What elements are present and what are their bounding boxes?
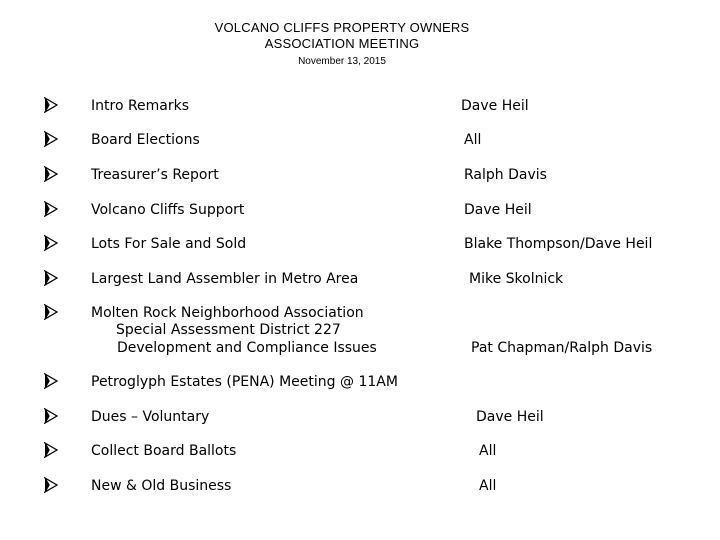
title-line-1: VOLCANO CLIFFS PROPERTY OWNERS bbox=[214, 20, 470, 35]
meeting-date: November 13, 2015 bbox=[298, 56, 386, 67]
agenda-item-presenter: Dave Heil bbox=[476, 409, 544, 425]
agenda-item-presenter: Blake Thompson/Dave Heil bbox=[464, 236, 653, 252]
agenda-item-label: Intro Remarks bbox=[91, 98, 190, 114]
agenda-item-label: Largest Land Assembler in Metro Area bbox=[91, 271, 359, 287]
agenda-item-presenter: All bbox=[464, 132, 482, 148]
agenda-item-label: New & Old Business bbox=[91, 478, 232, 494]
arrowhead-bullet-icon bbox=[44, 442, 58, 458]
title-line-2: ASSOCIATION MEETING bbox=[264, 36, 420, 51]
agenda-subitem-label: Special Assessment District 227 bbox=[116, 322, 341, 338]
agenda-item-label: Molten Rock Neighborhood Association bbox=[91, 305, 364, 321]
arrowhead-bullet-icon bbox=[44, 201, 58, 217]
agenda-item-presenter: Dave Heil bbox=[461, 98, 529, 114]
agenda-item-presenter: Ralph Davis bbox=[464, 167, 547, 183]
agenda-item-label: Collect Board Ballots bbox=[91, 443, 237, 459]
agenda-item-presenter: Dave Heil bbox=[464, 202, 532, 218]
agenda-item-label: Treasurer’s Report bbox=[91, 167, 219, 183]
agenda-subitem-label: Development and Compliance Issues bbox=[117, 340, 377, 356]
agenda-item-label: Lots For Sale and Sold bbox=[91, 236, 247, 252]
arrowhead-bullet-icon bbox=[44, 373, 58, 389]
agenda-item-label: Petroglyph Estates (PENA) Meeting @ 11AM bbox=[91, 374, 398, 390]
arrowhead-bullet-icon bbox=[44, 477, 58, 493]
agenda-item-presenter: All bbox=[479, 478, 497, 494]
arrowhead-bullet-icon bbox=[44, 304, 58, 320]
agenda-item-presenter: Pat Chapman/Ralph Davis bbox=[471, 340, 653, 356]
agenda-item-label: Board Elections bbox=[91, 132, 200, 148]
arrowhead-bullet-icon bbox=[44, 166, 58, 182]
arrowhead-bullet-icon bbox=[44, 131, 58, 147]
title-block bbox=[0, 20, 684, 68]
arrowhead-bullet-icon bbox=[44, 235, 58, 251]
arrowhead-bullet-icon bbox=[44, 270, 58, 286]
arrowhead-bullet-icon bbox=[44, 408, 58, 424]
arrowhead-bullet-icon bbox=[44, 97, 58, 113]
agenda-item-presenter: Mike Skolnick bbox=[469, 271, 564, 287]
agenda-item-label: Volcano Cliffs Support bbox=[91, 202, 245, 218]
agenda-item-label: Dues – Voluntary bbox=[91, 409, 210, 425]
agenda-item-presenter: All bbox=[479, 443, 497, 459]
